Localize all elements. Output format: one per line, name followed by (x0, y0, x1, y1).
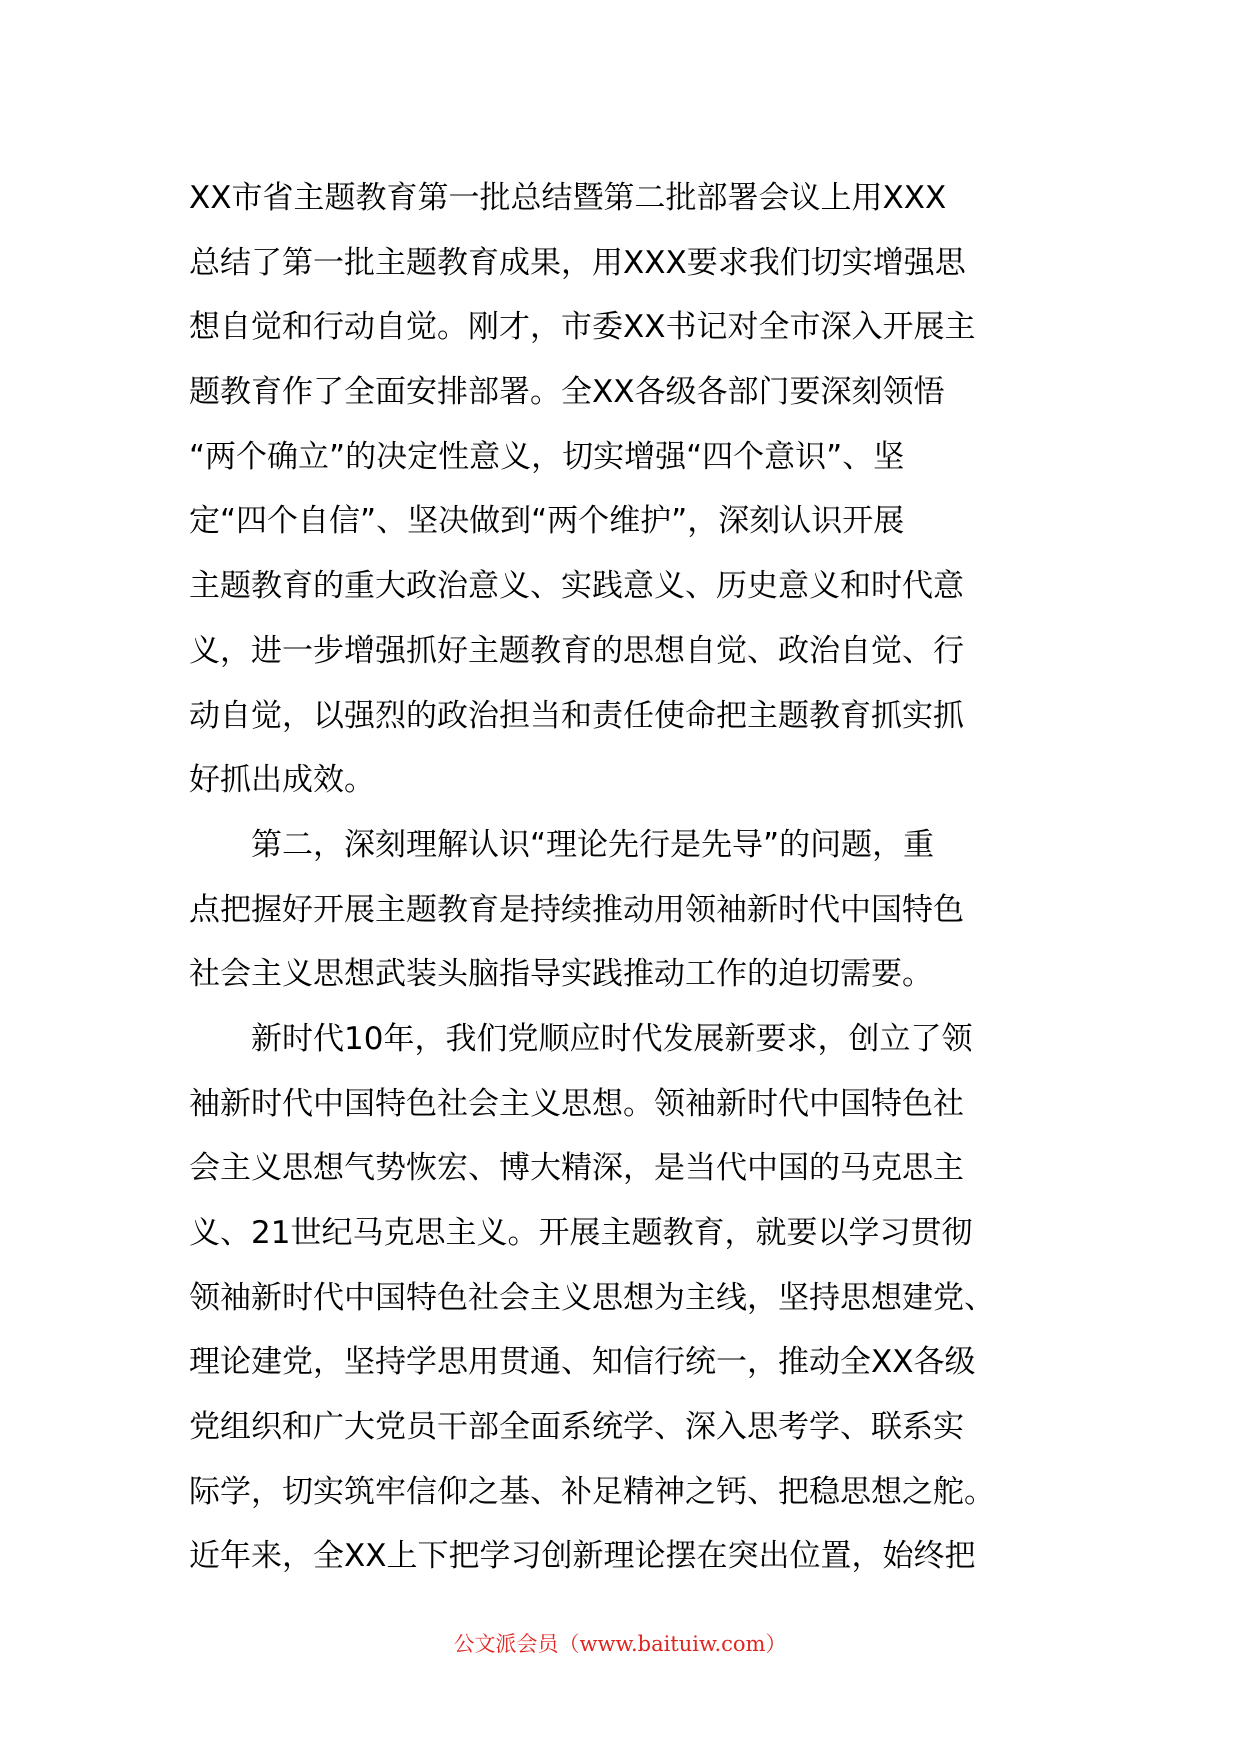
text-line: 主题教育的重大政治意义、实践意义、历史意义和时代意 (189, 568, 964, 605)
body-text (189, 166, 1059, 1589)
text-line: 会主义思想气势恢宏、博大精深，是当代中国的马克思主 (189, 1150, 964, 1187)
text-line: 义，进一步增强抓好主题教育的思想自觉、政治自觉、行 (189, 632, 964, 669)
paragraph-start-line: 第二，深刻理解认识“理论先行是先导”的问题，重 (189, 826, 935, 863)
text-line: 总结了第一批主题教育成果，用XXX要求我们切实增强思 (189, 244, 966, 281)
text-line: 想自觉和行动自觉。刚才，市委XX书记对全市深入开展主 (189, 309, 976, 346)
footer-watermark: 公文派会员（www.baituiw.com） (453, 1632, 787, 1656)
text-line: 社会主义思想武装头脑指导实践推动工作的迫切需要。 (189, 956, 933, 993)
text-line: 题教育作了全面安排部署。全XX各级各部门要深刻领悟 (189, 374, 945, 411)
text-line: 好抓出成效。 (189, 762, 375, 799)
text-line: 理论建党，坚持学思用贯通、知信行统一，推动全XX各级 (189, 1344, 976, 1381)
text-line: 定“四个自信”、坚决做到“两个维护”，深刻认识开展 (189, 503, 905, 540)
text-line: 义、21世纪马克思主义。开展主题教育，就要以学习贯彻 (189, 1215, 973, 1251)
text-line: 领袖新时代中国特色社会主义思想为主线，坚持思想建党、 (189, 1279, 995, 1316)
text-line: “两个确立”的决定性意义，切实增强“四个意识”、坚 (189, 438, 905, 475)
text-line: 近年来，全XX上下把学习创新理论摆在突出位置，始终把 (189, 1538, 976, 1575)
text-line: 袖新时代中国特色社会主义思想。领袖新时代中国特色社 (189, 1085, 964, 1122)
paragraph-start-line: 新时代10年，我们党顺应时代发展新要求，创立了领 (189, 1020, 973, 1057)
text-line: 党组织和广大党员干部全面系统学、深入思考学、联系实 (189, 1409, 964, 1446)
text-line: 点把握好开展主题教育是持续推动用领袖新时代中国特色 (189, 891, 964, 928)
text-line: 动自觉，以强烈的政治担当和责任使命把主题教育抓实抓 (189, 697, 964, 734)
text-line: XX市省主题教育第一批总结暨第二批部署会议上用XXX (189, 180, 947, 216)
text-line: 际学，切实筑牢信仰之基、补足精神之钙、把稳思想之舵。 (189, 1473, 995, 1510)
